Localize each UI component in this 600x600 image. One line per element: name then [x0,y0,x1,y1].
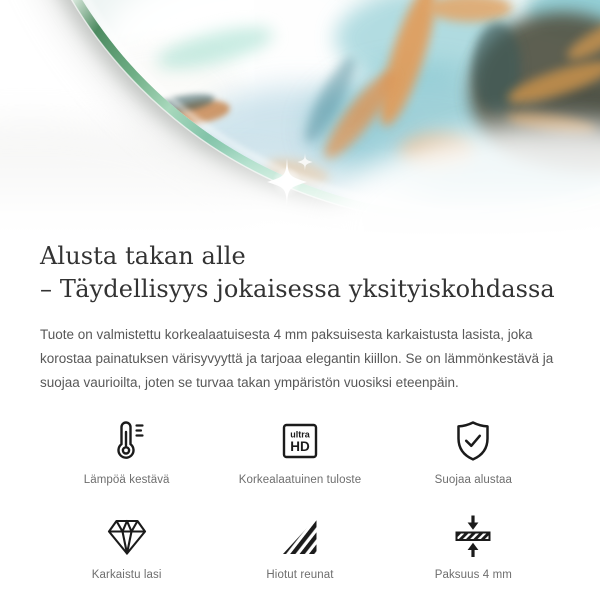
feature-grid [40,417,560,581]
page-title [40,240,560,305]
ultra-hd-icon [276,417,324,465]
polished-edges-icon [276,512,324,560]
shield-check-icon [449,417,497,465]
feature-label: Hiotut reunat [266,569,334,582]
feature-heat-resistant [40,417,213,486]
feature-ultra-hd-print [213,417,386,486]
feature-label: Suojaa alustaa [434,474,513,487]
svg-text:HD: HD [290,439,310,455]
feature-protects-surface [387,417,560,486]
feature-label: Karkaistu lasi [91,569,162,582]
product-description-section [0,240,600,581]
svg-text:ultra: ultra [290,429,310,440]
hero-image [0,0,600,238]
feature-thickness [387,512,560,581]
intro-text: Tuote on valmistettu korkealaatuisesta 4 mm paksuisesta karkaistusta lasista, joka korostaa painatuksen värisyvyyttä ja tarjoaa elegantin kiillon. Se on lämmönkestävä ja suojaa vaurioilta, joten se turvaa takan ympäristön vuosiksi eteenpäin. [40,327,554,391]
feature-label: Paksuus 4 mm [434,569,512,582]
feature-tempered-glass [40,512,213,581]
feature-label: Lämpöä kestävä [83,474,170,487]
diamond-icon [103,512,151,560]
page-title-line1: Alusta takan alle [40,242,246,270]
page-title-line2: – Täydellisyys jokaisessa yksityiskohdassa [40,274,555,303]
thickness-icon [449,512,497,560]
feature-polished-edges [213,512,386,581]
thermometer-icon [103,417,151,465]
feature-label: Korkealaatuinen tuloste [238,474,362,487]
